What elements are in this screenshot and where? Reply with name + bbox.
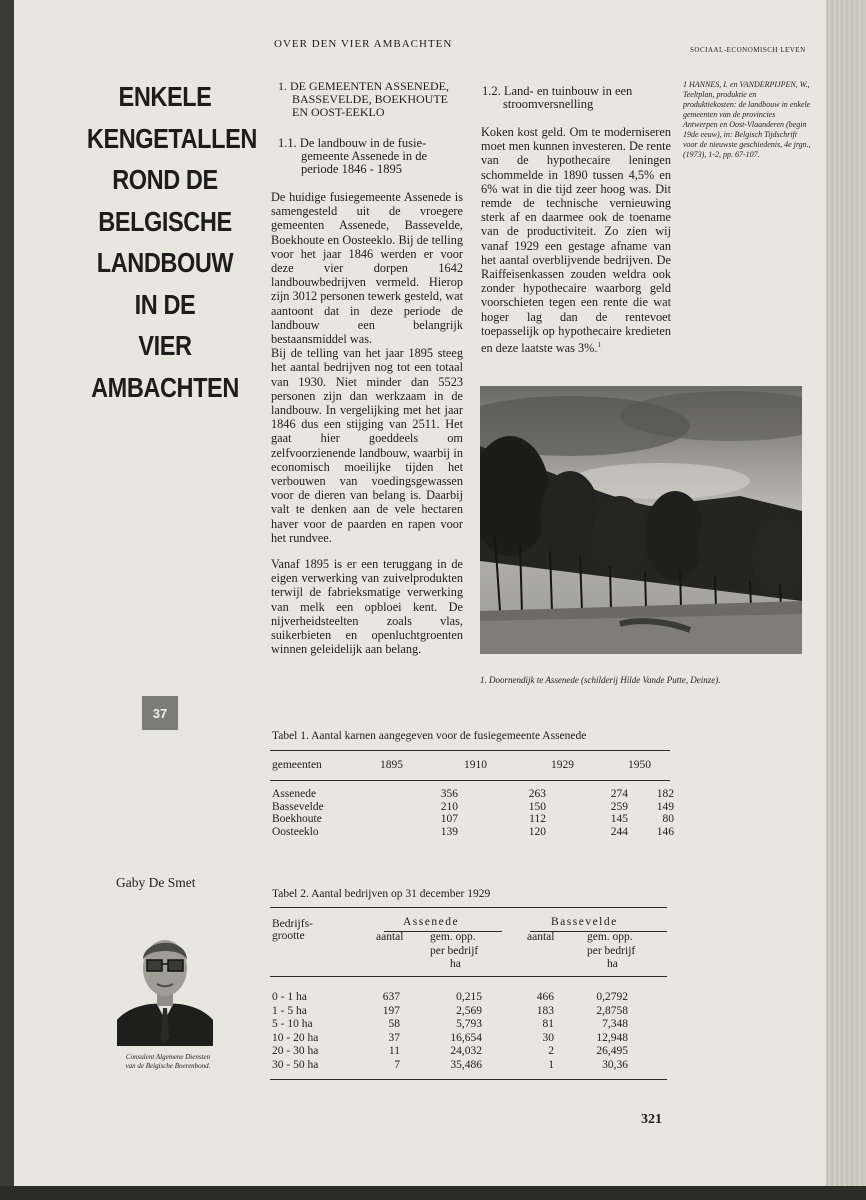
table1-col-header: 1950	[628, 759, 651, 771]
table-row	[272, 1032, 672, 1045]
table-cell: 30,36	[602, 1059, 628, 1071]
table-cell: 146	[656, 825, 674, 838]
table1-caption: Tabel 1. Aantal karnen aangegeven voor de fusiegemeente Assenede	[272, 730, 587, 742]
table-cell: 112	[529, 813, 546, 825]
table-cell: 81	[542, 1018, 554, 1031]
paragraph: De huidige fusiegemeente Assenede is samengesteld uit de vroegere gemeenten Assenede, Bassevelde, Boekhoute en Oosteeklo. Bij de telling voor het jaar 1846 werden er voor deze vier dorpen 1642 landbouwbedrijven vermeld. Hierop zijn 3012 personen tewerk gesteld, wat aantoont dat in deze periode de landbouw een belangrijk bestaansmiddel was.	[271, 190, 463, 347]
table2-subcol: gem. opp. per bedrijf ha	[430, 931, 479, 970]
table1-col-header: 1929	[551, 759, 574, 771]
table-cell: 2	[548, 1045, 554, 1058]
author-portrait	[117, 920, 213, 1046]
table-cell: 210	[440, 800, 458, 813]
author-name: Gaby De Smet	[116, 875, 196, 890]
table-cell: 149	[656, 800, 674, 813]
painting-caption: 1. Doornendijk te Assenede (schilderij Hilde Vande Putte, Deinze).	[480, 675, 721, 685]
table-cell: Bassevelde	[272, 800, 324, 813]
table-cell: 5,793	[456, 1018, 482, 1031]
paragraph: Vanaf 1895 is er een teruggang in de eigen verwerking van zuivelprodukten terwijl de fabrieksmatige verwerking van melk een opbloei kent. De nijverheidsteelten zoals vlas, suikerbieten en openluchtgroenten winnen geleidelijk aan belang.	[271, 557, 463, 657]
title-line: AMBACHTEN	[91, 371, 239, 403]
title-line: BELGISCHE	[98, 205, 232, 237]
paragraph: Koken kost geld. Om te moderniseren moet men kunnen investeren. De rente van de hypothecaire leningen schommelde in 1890 tussen 4,5% en 6% wat in die tijd zeer hoog was. Dit remde de technische vernieuwing sterk af en daarmee ook de toename van de productiviteit. Zo zien wij vanaf 1929 een gestage afname van het aantal overblijvende bedrijven. De Raiffeisenkassen zouden weldra ook zonder hypothecaire waarborg geld voorschieten tegen een rente die wat hoger lag dan de rentevoet toepasselijk op hypothecaire kredieten en deze laatste was 3%.	[481, 125, 671, 356]
section1-heading: 1. DE GEMEENTEN ASSENEDE, BASSEVELDE, BOEKHOUTE EN OOST-EEKLO	[278, 79, 449, 119]
table-cell: 0 - 1 ha	[272, 991, 307, 1003]
table-cell: 263	[528, 788, 546, 800]
table-cell: 37	[388, 1031, 400, 1044]
table-cell: 1 - 5 ha	[272, 1004, 307, 1017]
table1-col-header: 1895	[380, 759, 403, 771]
title-line: IN DE	[134, 288, 196, 320]
table-cell: 1	[548, 1059, 554, 1071]
table-row	[272, 1005, 672, 1018]
table-row	[272, 813, 674, 826]
table-cell: 7	[394, 1059, 400, 1071]
section2-heading: 1.2. Land- en tuinbouw in een stroomversnelling	[482, 84, 633, 111]
table-row	[272, 991, 672, 1004]
table2-subcol: gem. opp. per bedrijf ha	[587, 931, 636, 970]
section1-body	[271, 190, 463, 657]
table-cell: 20 - 30 ha	[272, 1045, 319, 1058]
page-edges	[826, 0, 866, 1200]
table-cell: 26,495	[596, 1045, 628, 1058]
table-cell: 80	[662, 813, 674, 825]
table-cell: Oosteeklo	[272, 825, 319, 838]
table-row	[272, 801, 674, 814]
table-cell: 35,486	[450, 1059, 482, 1071]
section1-subheading: 1.1. De landbouw in de fusie- gemeente Assenede in de periode 1846 - 1895	[278, 136, 427, 176]
running-header: OVER DEN VIER AMBACHTEN	[274, 38, 453, 50]
table2-group-bassevelde: Bassevelde	[551, 916, 618, 928]
title-line: VIER	[138, 330, 192, 361]
table-row	[272, 1045, 672, 1058]
table-cell: 145	[610, 813, 628, 825]
page-badge: 37	[142, 696, 178, 730]
title-line: LANDBOUW	[96, 247, 234, 278]
table-cell: 244	[610, 825, 628, 838]
table2-bottom-rule	[270, 1079, 667, 1080]
table-cell: 120	[528, 825, 546, 838]
section-header: SOCIAAL-ECONOMISCH LEVEN	[690, 46, 806, 54]
table1	[272, 788, 674, 838]
table-cell: 7,348	[602, 1018, 628, 1031]
table-cell: 356	[440, 788, 458, 800]
table-row	[272, 826, 674, 839]
table1-col-header: 1910	[464, 759, 487, 771]
table2-caption: Tabel 2. Aantal bedrijven op 31 december 1929	[272, 888, 491, 900]
title-line: KENGETALLEN	[86, 122, 257, 154]
table-cell: 150	[528, 800, 546, 813]
table-cell: 10 - 20 ha	[272, 1031, 319, 1044]
table-cell: 2,569	[456, 1004, 482, 1017]
painting-image	[480, 386, 802, 654]
table-cell: 24,032	[450, 1045, 482, 1058]
author-caption: Consulent Algemene Diensten van de Belgische Boerenbond.	[125, 1053, 211, 1070]
footnote-marker: 1	[597, 341, 601, 350]
table1-top-rule	[270, 750, 670, 751]
table-cell: 16,654	[450, 1031, 482, 1044]
table1-header-rule	[270, 780, 670, 781]
table-cell: 107	[440, 813, 458, 825]
table2-top-rule	[270, 907, 667, 908]
table-cell: 12,948	[596, 1031, 628, 1044]
title-line: ROND DE	[112, 164, 218, 195]
table-cell: 466	[536, 991, 554, 1003]
table-cell: 637	[382, 991, 400, 1003]
table-cell: 30	[542, 1031, 554, 1044]
table-cell: 182	[656, 788, 674, 800]
table-cell: Assenede	[272, 788, 317, 800]
paragraph: Bij de telling van het jaar 1895 steeg het aantal bedrijven nog tot een totaal van 1930. Niet minder dan 5523 personen zijn dan werkzaam in de landbouw. In vergelijking met het jaar 1846 dus een stijging van 2511. Het gaat hier goeddeels om zelfvoorzienende landbouw, waarbij in economisch moeilijke tijden het verbouwen van voedingsgewassen voor de dieren van belang is. Daarbij valt te denken aan de vele hectaren haver voor de paarden en rapen voor het rundvee.	[271, 346, 463, 545]
table-cell: 30 - 50 ha	[272, 1059, 319, 1071]
section2-body	[481, 125, 671, 355]
table2-group-assenede: Assenede	[403, 916, 460, 928]
page-number: 321	[641, 1112, 662, 1127]
footnote: 1 HANNES, I. en VANDERPIJPEN, W., Teeltplan, produktie en produktiekosten: de landbouw in enkele gemeenten van de provincies Antwerpen en Oost-Vlaanderen (begin 19de eeuw), in: Belgisch Tijdschrift voor de nieuwste geschiedenis, 4e jrgn., (1973), 1-2, pp. 67-107.	[683, 80, 811, 159]
table-cell: 2,8758	[596, 1004, 628, 1017]
table-cell: 11	[388, 1045, 400, 1058]
table-cell: 58	[388, 1018, 400, 1031]
table-row	[272, 1018, 672, 1031]
table2-header-rule	[270, 976, 667, 977]
table-cell: 274	[610, 788, 628, 800]
table-cell: 0,2792	[596, 991, 628, 1003]
table-cell: 259	[610, 800, 628, 813]
table2-subcol: aantal	[376, 931, 404, 943]
table1-col-header: gemeenten	[272, 759, 322, 771]
table-cell: 197	[382, 1004, 400, 1017]
table-cell: 183	[536, 1004, 554, 1017]
table-row	[272, 1059, 672, 1072]
title-line: ENKELE	[118, 81, 212, 112]
table-row	[272, 788, 674, 801]
table-cell: Boekhoute	[272, 813, 322, 825]
table-cell: 139	[440, 825, 458, 838]
table2-subcol: aantal	[527, 931, 555, 943]
table-cell: 0,215	[456, 991, 482, 1003]
table-cell: 5 - 10 ha	[272, 1018, 313, 1031]
table2-row-header: Bedrijfs- grootte	[272, 918, 313, 942]
article-title	[86, 76, 257, 408]
bottom-shadow	[0, 1186, 866, 1200]
